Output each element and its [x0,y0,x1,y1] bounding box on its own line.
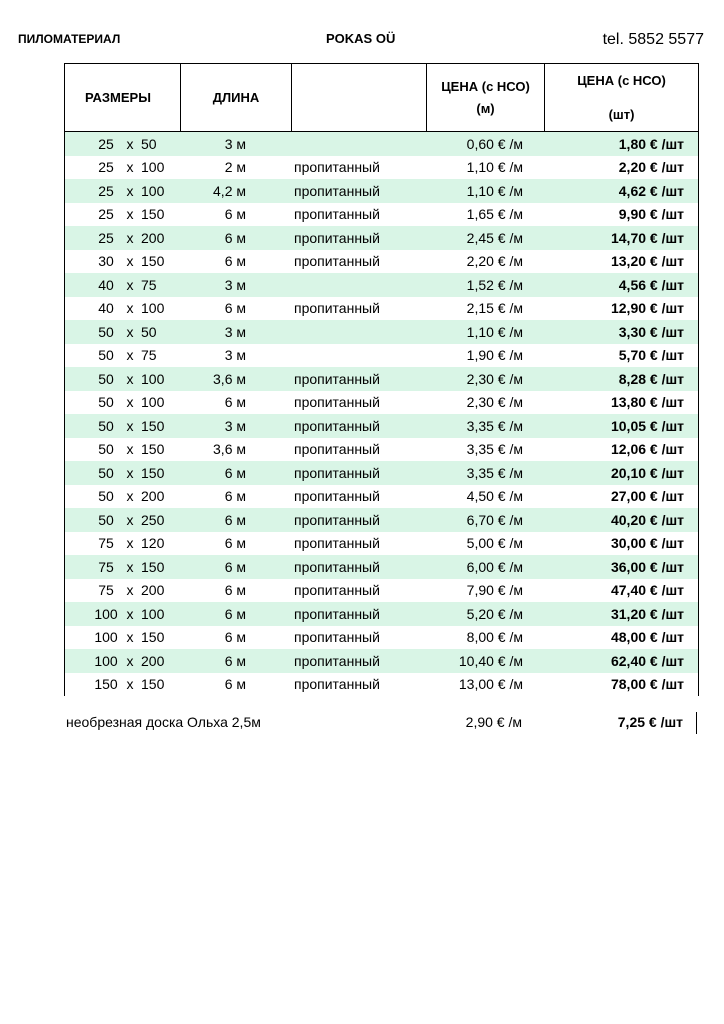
cell-length [181,673,292,697]
cell-price-per-piece: 14,70 € /шт [610,229,684,246]
cell-size [65,508,181,532]
size-width: 100 [94,652,118,669]
size-width: 25 [98,135,114,152]
cell-length [181,226,292,250]
size-separator: x [126,629,134,646]
size-separator: x [126,652,134,669]
cell-price-per-piece: 36,00 € /шт [610,558,684,575]
price-table [64,63,699,696]
size-width: 50 [98,488,114,505]
size-height: 100 [141,394,165,411]
cell-price-per-piece: 40,20 € /шт [610,511,684,528]
cell-price-per-meter: 3,35 € /м [466,417,523,434]
cell-size [65,579,181,603]
cell-length [181,156,292,180]
size-height: 120 [141,535,165,552]
table-row [65,673,698,697]
cell-size [65,673,181,697]
table-body [65,132,698,696]
size-width: 30 [98,253,114,270]
size-separator: x [126,488,134,505]
size-height: 150 [141,558,165,575]
length-value: 6 м [224,652,246,669]
size-width: 25 [98,229,114,246]
length-value: 6 м [224,206,246,223]
cell-size [65,555,181,579]
cell-type: пропитанный [294,229,380,246]
table-row [65,508,698,532]
cell-size [65,179,181,203]
size-height: 75 [141,276,157,293]
column-header-price-pc-line2: (шт) [608,106,635,122]
size-separator: x [126,135,134,152]
cell-size [65,156,181,180]
column-divider [426,64,427,132]
cell-length [181,602,292,626]
size-height: 100 [141,370,165,387]
size-width: 50 [98,370,114,387]
size-width: 100 [94,629,118,646]
cell-size [65,320,181,344]
footer-product-name: необрезная доска Ольха 2,5м [66,714,261,730]
table-row [65,132,698,156]
cell-price-per-meter: 2,15 € /м [466,300,523,317]
length-value: 6 м [224,511,246,528]
size-height: 150 [141,629,165,646]
size-width: 50 [98,417,114,434]
table-row [65,391,698,415]
length-value: 6 м [224,464,246,481]
cell-price-per-piece: 62,40 € /шт [610,652,684,669]
size-height: 200 [141,488,165,505]
size-separator: x [126,276,134,293]
table-row [65,532,698,556]
size-width: 50 [98,323,114,340]
cell-price-per-piece: 30,00 € /шт [610,535,684,552]
cell-price-per-piece: 4,56 € /шт [618,276,684,293]
cell-length [181,179,292,203]
cell-size [65,226,181,250]
size-height: 50 [141,135,157,152]
size-width: 40 [98,276,114,293]
cell-size [65,626,181,650]
cell-price-per-meter: 3,35 € /м [466,441,523,458]
cell-price-per-meter: 1,10 € /м [466,159,523,176]
cell-price-per-piece: 9,90 € /шт [618,206,684,223]
cell-length [181,367,292,391]
column-header-sizes: РАЗМЕРЫ [65,64,181,131]
cell-type [292,320,427,344]
cell-type: пропитанный [294,582,380,599]
size-width: 25 [98,206,114,223]
size-height: 150 [141,441,165,458]
size-width: 25 [98,182,114,199]
cell-length [181,532,292,556]
length-value: 6 м [224,229,246,246]
table-row [65,626,698,650]
cell-price-per-piece: 12,90 € /шт [610,300,684,317]
size-height: 150 [141,417,165,434]
size-separator: x [126,441,134,458]
length-value: 4,2 м [213,182,246,199]
cell-type: пропитанный [294,441,380,458]
cell-price-per-piece: 47,40 € /шт [610,582,684,599]
size-width: 40 [98,300,114,317]
table-row [65,485,698,509]
cell-length [181,132,292,156]
table-row [65,250,698,274]
length-value: 6 м [224,605,246,622]
cell-type: пропитанный [294,605,380,622]
size-separator: x [126,253,134,270]
cell-size [65,250,181,274]
column-divider [544,64,545,132]
table-row [65,179,698,203]
cell-price-per-piece: 1,80 € /шт [618,135,684,152]
table-row [65,273,698,297]
cell-price-per-meter: 5,20 € /м [466,605,523,622]
table-row [65,226,698,250]
table-row [65,555,698,579]
cell-type: пропитанный [294,629,380,646]
cell-type: пропитанный [294,676,380,693]
cell-length [181,344,292,368]
cell-size [65,367,181,391]
cell-length [181,485,292,509]
cell-type [292,344,427,368]
column-header-price-pc [545,64,698,131]
cell-size [65,391,181,415]
cell-size [65,132,181,156]
cell-size [65,203,181,227]
size-height: 150 [141,253,165,270]
cell-price-per-piece: 10,05 € /шт [610,417,684,434]
cell-price-per-piece: 4,62 € /шт [618,182,684,199]
cell-price-per-piece: 13,80 € /шт [610,394,684,411]
size-width: 50 [98,511,114,528]
size-width: 25 [98,159,114,176]
cell-size [65,602,181,626]
table-row [65,602,698,626]
size-separator: x [126,417,134,434]
cell-length [181,250,292,274]
cell-type [292,132,427,156]
cell-length [181,203,292,227]
table-row [65,649,698,673]
cell-price-per-meter: 0,60 € /м [466,135,523,152]
size-height: 200 [141,229,165,246]
cell-size [65,297,181,321]
length-value: 6 м [224,558,246,575]
cell-size [65,532,181,556]
table-row [65,367,698,391]
column-divider [291,64,292,132]
size-separator: x [126,535,134,552]
cell-price-per-meter: 1,90 € /м [466,347,523,364]
cell-type: пропитанный [294,488,380,505]
cell-price-per-piece: 8,28 € /шт [618,370,684,387]
cell-price-per-meter: 8,00 € /м [466,629,523,646]
size-separator: x [126,582,134,599]
size-separator: x [126,182,134,199]
column-header-price-m-line2: (м) [476,100,495,116]
cell-length [181,320,292,344]
cell-type: пропитанный [294,300,380,317]
size-width: 50 [98,441,114,458]
table-row [65,156,698,180]
cell-type: пропитанный [294,370,380,387]
column-divider [180,64,181,132]
cell-price-per-meter: 1,65 € /м [466,206,523,223]
length-value: 3 м [224,276,246,293]
size-height: 75 [141,347,157,364]
size-height: 250 [141,511,165,528]
cell-price-per-meter: 1,10 € /м [466,323,523,340]
length-value: 6 м [224,629,246,646]
column-header-type [292,64,427,131]
cell-length [181,461,292,485]
table-header [65,64,698,132]
size-height: 50 [141,323,157,340]
length-value: 6 м [224,535,246,552]
size-height: 150 [141,206,165,223]
cell-price-per-meter: 3,35 € /м [466,464,523,481]
table-row [65,320,698,344]
cell-size [65,344,181,368]
cell-type: пропитанный [294,535,380,552]
cell-length [181,414,292,438]
header-title: ПИЛОМАТЕРИАЛ [18,32,121,46]
size-separator: x [126,394,134,411]
size-separator: x [126,159,134,176]
cell-length [181,649,292,673]
cell-length [181,508,292,532]
company-name: POKAS OÜ [326,31,396,46]
table-row [65,579,698,603]
cell-size [65,414,181,438]
cell-price-per-meter: 6,00 € /м [466,558,523,575]
length-value: 3,6 м [213,370,246,387]
cell-price-per-piece: 3,30 € /шт [618,323,684,340]
size-width: 50 [98,394,114,411]
table-row [65,438,698,462]
cell-type: пропитанный [294,206,380,223]
size-width: 100 [94,605,118,622]
cell-type: пропитанный [294,394,380,411]
column-header-price-m [427,64,545,131]
size-separator: x [126,323,134,340]
cell-price-per-piece: 78,00 € /шт [610,676,684,693]
length-value: 6 м [224,394,246,411]
size-separator: x [126,300,134,317]
cell-length [181,579,292,603]
column-header-price-m-line1: ЦЕНА (с НСО) [441,78,530,94]
cell-length [181,555,292,579]
length-value: 6 м [224,300,246,317]
cell-price-per-meter: 7,90 € /м [466,582,523,599]
cell-size [65,273,181,297]
cell-price-per-piece: 20,10 € /шт [610,464,684,481]
cell-price-per-meter: 4,50 € /м [466,488,523,505]
size-height: 200 [141,652,165,669]
size-height: 150 [141,464,165,481]
size-width: 50 [98,464,114,481]
cell-size [65,461,181,485]
length-value: 3 м [224,417,246,434]
cell-length [181,438,292,462]
cell-price-per-meter: 2,45 € /м [466,229,523,246]
cell-type: пропитанный [294,652,380,669]
cell-price-per-meter: 2,30 € /м [466,394,523,411]
cell-price-per-meter: 5,00 € /м [466,535,523,552]
column-header-price-pc-line1: ЦЕНА (с НСО) [577,72,666,88]
cell-price-per-meter: 10,40 € /м [458,652,523,669]
length-value: 6 м [224,488,246,505]
size-separator: x [126,206,134,223]
length-value: 2 м [224,159,246,176]
size-separator: x [126,347,134,364]
cell-price-per-piece: 27,00 € /шт [610,488,684,505]
cell-length [181,273,292,297]
size-height: 100 [141,300,165,317]
size-separator: x [126,464,134,481]
length-value: 3,6 м [213,441,246,458]
cell-length [181,626,292,650]
column-header-length: ДЛИНА [181,64,292,131]
cell-size [65,649,181,673]
cell-size [65,485,181,509]
table-row [65,344,698,368]
cell-price-per-meter: 2,30 € /м [466,370,523,387]
cell-type: пропитанный [294,159,380,176]
cell-price-per-piece: 13,20 € /шт [610,253,684,270]
length-value: 6 м [224,253,246,270]
cell-length [181,297,292,321]
cell-price-per-piece: 48,00 € /шт [610,629,684,646]
size-separator: x [126,370,134,387]
length-value: 3 м [224,347,246,364]
cell-price-per-piece: 2,20 € /шт [618,159,684,176]
cell-type: пропитанный [294,464,380,481]
size-width: 75 [98,535,114,552]
size-height: 150 [141,676,165,693]
size-height: 100 [141,159,165,176]
cell-type: пропитанный [294,253,380,270]
footer-price-per-meter: 2,90 € /м [465,714,522,730]
cell-type: пропитанный [294,417,380,434]
cell-price-per-meter: 1,10 € /м [466,182,523,199]
table-row [65,203,698,227]
footer-divider [696,712,697,734]
length-value: 6 м [224,582,246,599]
cell-price-per-meter: 1,52 € /м [466,276,523,293]
size-separator: x [126,229,134,246]
cell-price-per-piece: 12,06 € /шт [610,441,684,458]
size-separator: x [126,558,134,575]
cell-length [181,391,292,415]
size-width: 75 [98,558,114,575]
cell-type: пропитанный [294,558,380,575]
size-separator: x [126,676,134,693]
cell-price-per-meter: 13,00 € /м [458,676,523,693]
table-row [65,461,698,485]
size-separator: x [126,511,134,528]
cell-size [65,438,181,462]
size-separator: x [126,605,134,622]
size-width: 50 [98,347,114,364]
cell-price-per-piece: 31,20 € /шт [610,605,684,622]
length-value: 6 м [224,676,246,693]
table-row [65,414,698,438]
table-row [65,297,698,321]
size-height: 100 [141,605,165,622]
cell-type [292,273,427,297]
length-value: 3 м [224,323,246,340]
size-height: 100 [141,182,165,199]
size-width: 150 [94,676,118,693]
cell-type: пропитанный [294,511,380,528]
footer-price-per-piece: 7,25 € /шт [617,714,683,730]
cell-price-per-piece: 5,70 € /шт [618,347,684,364]
size-height: 200 [141,582,165,599]
length-value: 3 м [224,135,246,152]
cell-price-per-meter: 2,20 € /м [466,253,523,270]
footer-row [64,712,697,734]
cell-price-per-meter: 6,70 € /м [466,511,523,528]
phone-number: tel. 5852 5577 [602,31,704,48]
size-width: 75 [98,582,114,599]
cell-type: пропитанный [294,182,380,199]
